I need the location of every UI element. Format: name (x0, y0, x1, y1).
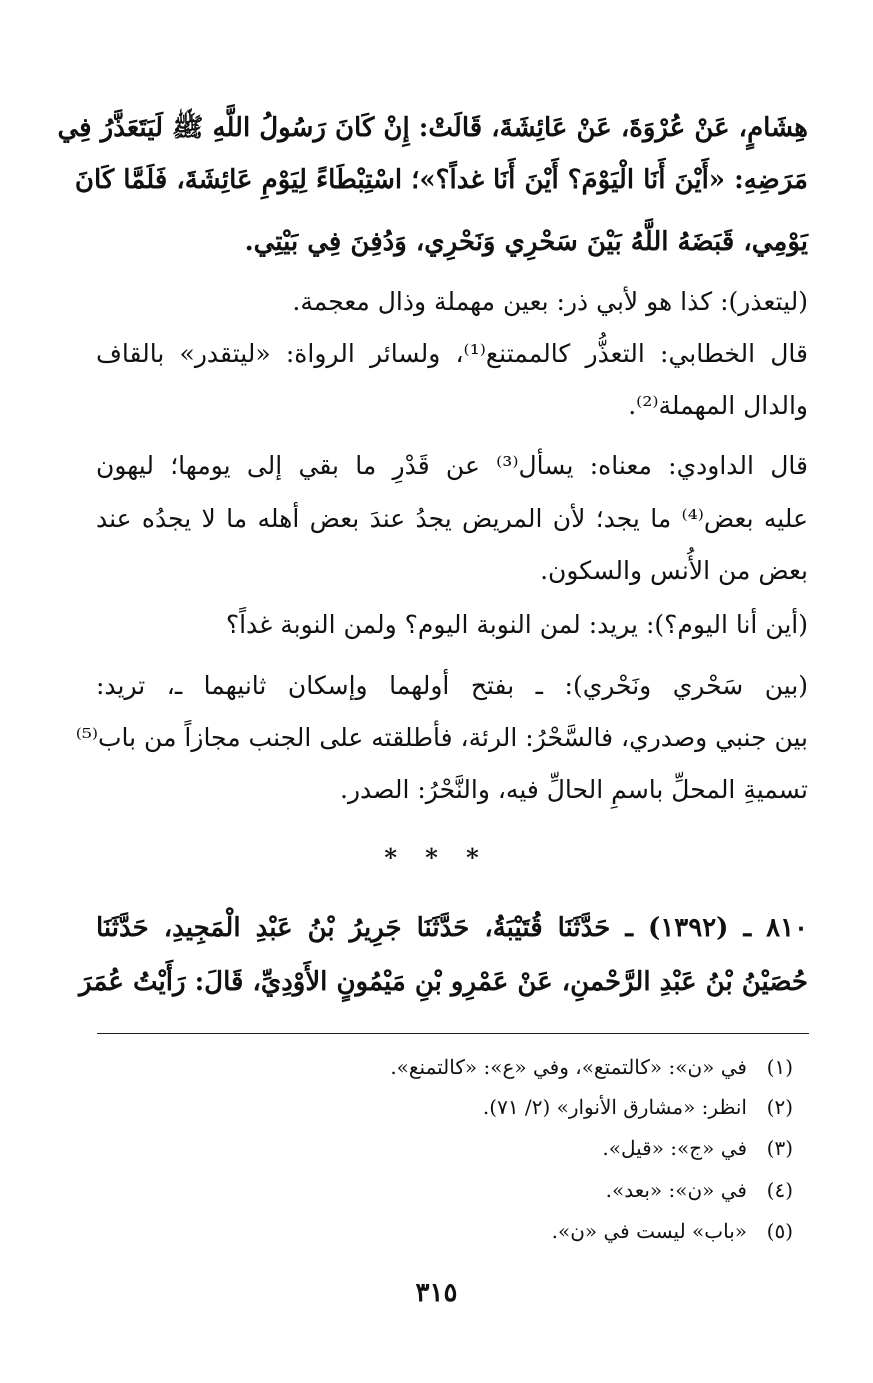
hadith-line: حُصَيْنُ بْنُ عَبْدِ الرَّحْمنِ، عَنْ عَمْرِو بْنِ مَيْمُونٍ الأَوْدِيِّ، قَالَ: رَأَيْتُ عُمَرَ (79, 967, 808, 997)
commentary-line: قال الداودي: معناه: يسأل⁽³⁾ عن قَدْرِ ما بقي إلى يومها؛ ليهون (96, 451, 808, 480)
footnote-text: في «ن»: «بعد». (605, 1178, 747, 1202)
commentary-line: (بين سَحْري ونَحْري): ـ بفتح أولهما وإسكان ثانيهما ـ، تريد: (96, 671, 808, 700)
footnote-number: (٤) (766, 1178, 793, 1202)
commentary-line: بعض من الأُنس والسكون. (540, 556, 808, 585)
footnote (93, 1216, 793, 1246)
commentary-line: (ليتعذر): كذا هو لأبي ذر: بعين مهملة وذال معجمة. (292, 287, 808, 316)
commentary-line: والدال المهملة⁽²⁾. (628, 391, 808, 420)
hadith-line: مَرَضِهِ: «أَيْنَ أَنَا الْيَوْمَ؟ أَيْنَ أَنَا غداً؟»؛ اسْتِبْطَاءً لِيَوْمِ عَائِشَةَ، فَلَمَّا كَانَ (74, 165, 808, 195)
hadith-line: هِشَامٍ، عَنْ عُرْوَةَ، عَنْ عَائِشَةَ، قَالَتْ: إِنْ كَانَ رَسُولُ اللَّهِ ﷺ لَيَتَعَذَّرُ فِي (57, 113, 808, 143)
footnote-divider (97, 1033, 809, 1034)
page-number: ٣١٥ (415, 1278, 458, 1308)
commentary-line: قال الخطابي: التعذُّر كالممتنع⁽¹⁾، ولسائر الرواة: «ليتقدر» بالقاف (96, 339, 808, 368)
hadith-line: ٨١٠ ـ (١٣٩٢) ـ حَدَّثَنَا قُتَيْبَةُ، حَدَّثَنَا جَرِيرُ بْنُ عَبْدِ الْمَجِيدِ، حَدَّثَنَا (96, 913, 809, 943)
footnote-number: (٥) (766, 1219, 793, 1243)
footnote-text: في «ن»: «كالتمتع»، وفي «ع»: «كالتمنع». (390, 1055, 747, 1079)
footnote (93, 1052, 793, 1082)
hadith-line: يَوْمِي، قَبَضَهُ اللَّهُ بَيْنَ سَحْرِي وَنَحْرِي، وَدُفِنَ فِي بَيْتِي. (244, 227, 808, 257)
commentary-line: تسميةِ المحلِّ باسمِ الحالِّ فيه، والنَّحْرُ: الصدر. (340, 775, 808, 804)
commentary-line: (أين أنا اليوم؟): يريد: لمن النوبة اليوم؟ ولمن النوبة غداً؟ (225, 610, 808, 639)
footnote-number: (١) (766, 1055, 793, 1079)
commentary-line: بين جنبي وصدري، فالسَّحْرُ: الرئة، فأطلقته على الجنب مجازاً من باب⁽⁵⁾ (75, 723, 808, 752)
footnote-number: (٣) (766, 1136, 793, 1160)
footnote (93, 1092, 793, 1122)
footnote-text: «باب» ليست في «ن». (551, 1219, 747, 1243)
footnote-number: (٢) (766, 1095, 793, 1119)
commentary-line: عليه بعض⁽⁴⁾ ما يجد؛ لأن المريض يجدُ عندَ بعض أهله ما لا يجدُه عند (96, 504, 808, 533)
footnote-text: في «ج»: «قيل». (602, 1136, 747, 1160)
footnote (93, 1175, 793, 1205)
footnote (93, 1133, 793, 1163)
footnote-text: انظر: «مشارق الأنوار» (٢/ ٧١). (482, 1095, 747, 1119)
section-separator: * * * (384, 843, 489, 872)
